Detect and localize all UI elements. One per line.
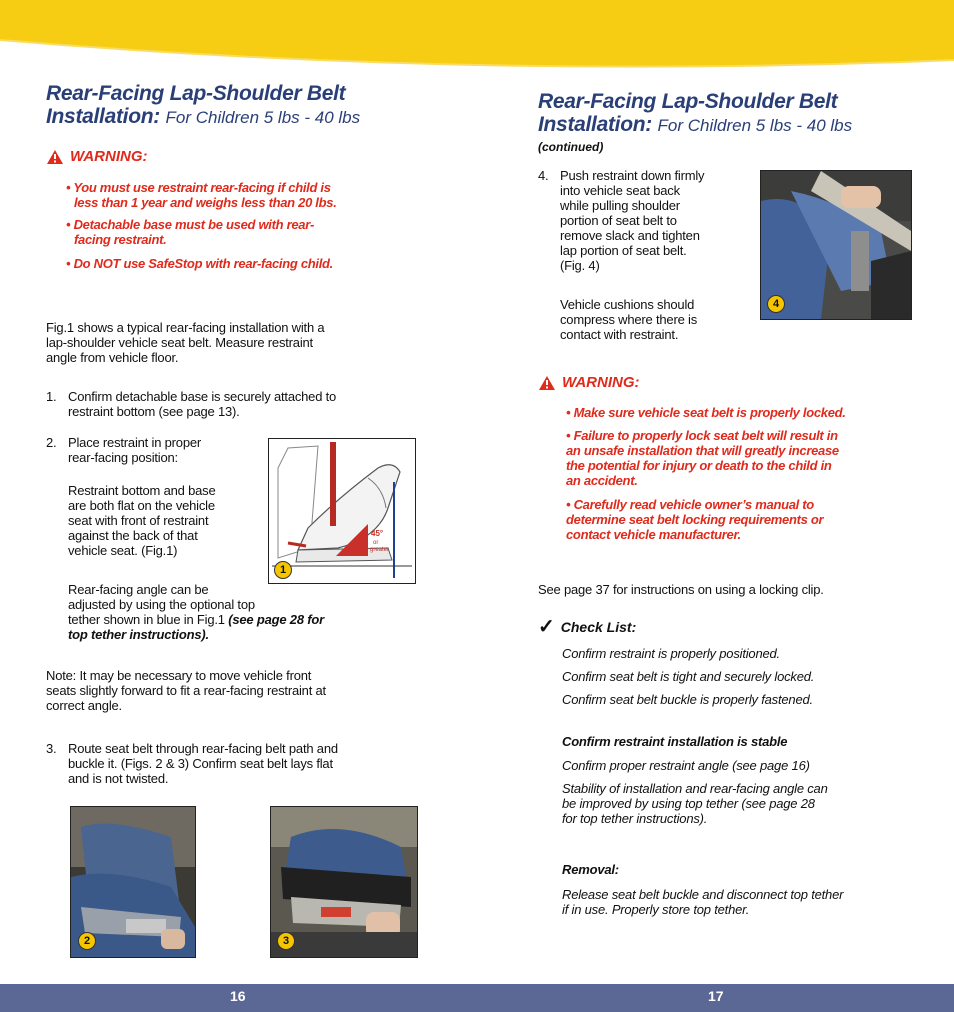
step1-number: 1.	[46, 389, 57, 404]
left-warning-list: • You must use restraint rear-facing if child is less than 1 year and weighs less than 20 lbs. • Detachable base must be used with rear- facing restraint. • Do NOT use SafeStop with rear-facing child.	[66, 180, 337, 271]
page-number-left: 16	[230, 988, 246, 1004]
fig1-angle-label: 45°	[371, 529, 384, 538]
right-warning-heading: WARNING:	[538, 374, 640, 391]
checklist-items: Confirm restraint is properly positioned. Confirm seat belt is tight and securely locked. Confirm seat belt buckle is properly fastened.	[562, 646, 815, 707]
step4-text: Push restraint down firmly into vehicle seat back while pulling shoulder portion of seat belt to remove slack and tighten lap portion of seat belt. (Fig. 4)	[560, 168, 705, 273]
removal-text: Release seat belt buckle and disconnect top tether if in use. Properly store top tether.	[562, 887, 844, 917]
checklist-heading: ✓ Check List:	[538, 616, 637, 638]
left-intro: Fig.1 shows a typical rear-facing installation with a lap-shoulder vehicle seat belt. Measure restraint angle from vehicle floor.	[46, 320, 325, 365]
left-note: Note: It may be necessary to move vehicle front seats slightly forward to fit a rear-facing restraint at correct angle.	[46, 668, 326, 713]
locking-clip-note: See page 37 for instructions on using a locking clip.	[538, 582, 824, 597]
step1-text: Confirm detachable base is securely attached to restraint bottom (see page 13).	[68, 389, 337, 419]
footer-bar	[0, 984, 954, 1012]
step4-number: 4.	[538, 168, 549, 183]
step2-angle-note: Rear-facing angle can be adjusted by using the optional top tether shown in blue in Fig.1 (see page 28 for top tether instructions).	[68, 582, 325, 642]
removal-heading: Removal:	[562, 862, 619, 877]
right-page	[538, 90, 918, 154]
step2-number: 2.	[46, 435, 57, 450]
left-title: Rear-Facing Lap-Shoulder Belt Installation: For Children 5 lbs - 40 lbs	[46, 82, 361, 128]
left-page	[46, 82, 426, 129]
stable-text: Confirm proper restraint angle (see page 16) Stability of installation and rear-facing angle can be improved by using top tether (see page 28 for top tether instructions).	[562, 758, 828, 826]
right-warning-list: • Make sure vehicle seat belt is properly locked. • Failure to properly lock seat belt will result in an unsafe installation that will greatly increase the potential for injury or death to the child in an accident. • Carefully read vehicle owner’s manual to determine seat belt locking requirements or contact vehicle manufacturer.	[566, 405, 846, 542]
badge-1: 1	[274, 561, 292, 579]
step4-detail: Vehicle cushions should compress where there is contact with restraint.	[560, 297, 698, 342]
page-number-right: 17	[708, 988, 724, 1004]
step2-detail: Restraint bottom and base are both flat on the vehicle seat with front of restraint against the back of that vehicle seat. (Fig.1)	[68, 483, 216, 558]
right-title: Rear-Facing Lap-Shoulder Belt Installation: For Children 5 lbs - 40 lbs	[538, 90, 853, 136]
warning-icon	[46, 149, 64, 165]
fig1-diagram	[268, 438, 416, 584]
stable-heading: Confirm restraint installation is stable	[562, 734, 788, 749]
warning-icon-right	[538, 375, 556, 391]
badge-4: 4	[767, 295, 785, 313]
fig1-greater-label: greater	[370, 547, 390, 553]
step2-text: Place restraint in proper rear-facing position:	[68, 435, 202, 465]
step3-number: 3.	[46, 741, 57, 756]
yellow-header-band	[0, 0, 954, 90]
step3-text: Route seat belt through rear-facing belt path and buckle it. (Figs. 2 & 3) Confirm seat belt lays flat and is not twisted.	[68, 741, 338, 786]
checkmark-icon: ✓	[538, 616, 555, 638]
badge-2: 2	[78, 932, 96, 950]
badge-3: 3	[277, 932, 295, 950]
fig1-or-label: or	[373, 540, 379, 546]
left-warning-heading: WARNING:	[46, 148, 148, 165]
fig4-illustration	[761, 171, 911, 319]
continued-label: (continued)	[538, 140, 604, 154]
